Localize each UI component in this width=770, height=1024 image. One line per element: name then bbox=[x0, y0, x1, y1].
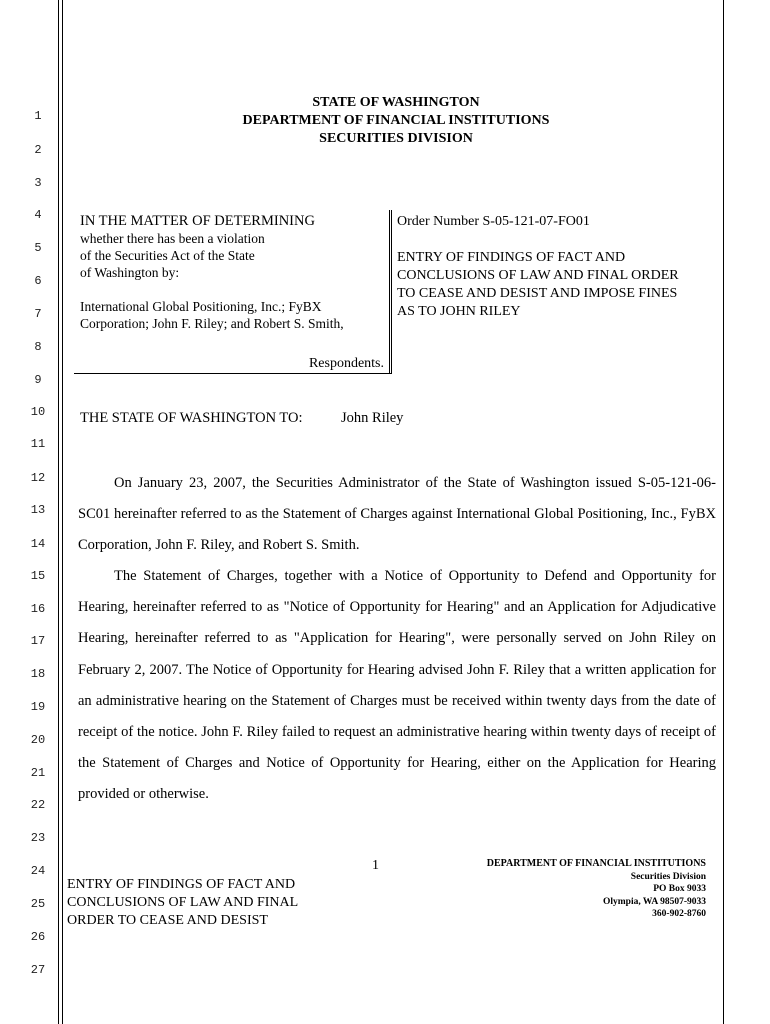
footer-division: Securities Division bbox=[630, 871, 706, 882]
order-title-line: TO CEASE AND DESIST AND IMPOSE FINES bbox=[397, 286, 678, 301]
matter-title: IN THE MATTER OF DETERMINING bbox=[80, 213, 315, 229]
line-number: 5 bbox=[34, 241, 42, 255]
order-title-line: AS TO JOHN RILEY bbox=[397, 304, 521, 319]
footer-city: Olympia, WA 98507-9033 bbox=[602, 896, 706, 907]
header-state: STATE OF WASHINGTON bbox=[312, 95, 480, 110]
respondents-label: Respondents. bbox=[308, 356, 384, 371]
addressee-name: John Riley bbox=[341, 410, 404, 426]
order-title-line: CONCLUSIONS OF LAW AND FINAL ORDER bbox=[397, 268, 679, 283]
line-number: 14 bbox=[30, 537, 46, 551]
line-number: 15 bbox=[30, 569, 46, 583]
line-number: 16 bbox=[30, 602, 46, 616]
paragraph-1: On January 23, 2007, the Securities Administrator of the State of Washington issued S-05-121-06-SC01 hereinafter referred to as the Statement of Charges against International Global Positioning, Inc., FyBX Corporation, John F. Riley, and Robert S. Smith. bbox=[78, 475, 716, 554]
line-number: 8 bbox=[34, 340, 42, 354]
order-title-line: ENTRY OF FINDINGS OF FACT AND bbox=[397, 250, 626, 265]
order-number: Order Number S-05-121-07-FO01 bbox=[397, 214, 590, 229]
right-margin-rule bbox=[723, 0, 724, 1024]
footer-agency-address bbox=[440, 858, 706, 921]
caption-matter bbox=[80, 213, 385, 332]
caption-order bbox=[397, 213, 717, 321]
line-number: 17 bbox=[30, 634, 46, 648]
line-number: 7 bbox=[34, 307, 42, 321]
body-text bbox=[78, 468, 716, 810]
line-number: 22 bbox=[30, 798, 46, 812]
line-number: 4 bbox=[34, 208, 42, 222]
line-number: 11 bbox=[30, 437, 46, 451]
left-margin-rule-outer bbox=[58, 0, 59, 1024]
footer-document-title bbox=[67, 876, 367, 930]
line-number: 6 bbox=[34, 274, 42, 288]
line-number: 25 bbox=[30, 897, 46, 911]
line-number: 12 bbox=[30, 471, 46, 485]
footer-phone: 360-902-8760 bbox=[652, 909, 706, 919]
header-department: DEPARTMENT OF FINANCIAL INSTITUTIONS bbox=[242, 113, 550, 128]
footer-title-line: ORDER TO CEASE AND DESIST bbox=[67, 913, 268, 928]
caption-divider-vertical bbox=[389, 210, 390, 374]
line-number: 1 bbox=[34, 109, 42, 123]
line-number: 20 bbox=[30, 733, 46, 747]
line-number: 13 bbox=[30, 503, 46, 517]
header-division: SECURITIES DIVISION bbox=[319, 131, 473, 146]
respondent-names-line: Corporation; John F. Riley; and Robert S. Smith, bbox=[80, 316, 344, 331]
footer-dept: DEPARTMENT OF FINANCIAL INSTITUTIONS bbox=[486, 858, 706, 869]
line-number: 21 bbox=[30, 766, 46, 780]
line-number: 3 bbox=[34, 176, 42, 190]
line-number: 9 bbox=[34, 373, 42, 387]
matter-line: of the Securities Act of the State bbox=[80, 248, 255, 263]
footer-po-box: PO Box 9033 bbox=[653, 884, 706, 894]
left-margin-rule-inner bbox=[62, 0, 63, 1024]
line-number: 19 bbox=[30, 700, 46, 714]
matter-line: whether there has been a violation bbox=[80, 231, 265, 246]
matter-line: of Washington by: bbox=[80, 265, 180, 280]
footer-title-line: ENTRY OF FINDINGS OF FACT AND bbox=[67, 877, 296, 892]
addressee-label: THE STATE OF WASHINGTON TO: bbox=[80, 410, 303, 426]
line-number: 2 bbox=[34, 143, 42, 157]
line-number: 23 bbox=[30, 831, 46, 845]
paragraph-2: The Statement of Charges, together with a Notice of Opportunity to Defend and Opportunity for Hearing, hereinafter referred to as "Notice of Opportunity for Hearing" and an Application for Adjudicative Hearing, hereinafter referred to as "Application for Hearing", were personally served on John Riley on February 2, 2007. The Notice of Opportunity for Hearing advised John F. Riley that a written application for an administrative hearing on the Statement of Charges must be received within twenty days from the date of receipt of the notice. John F. Riley failed to request an administrative hearing within twenty days of receipt of the Statement of Charges and Notice of Opportunity for Hearing, either on the Application for Hearing provided or otherwise. bbox=[78, 568, 716, 802]
line-number: 10 bbox=[30, 405, 46, 419]
line-number: 18 bbox=[30, 667, 46, 681]
line-number: 24 bbox=[30, 864, 46, 878]
line-number: 27 bbox=[30, 963, 46, 977]
respondent-names-line: International Global Positioning, Inc.; FyBX bbox=[80, 299, 322, 314]
line-number: 26 bbox=[30, 930, 46, 944]
caption-divider-vertical-2 bbox=[391, 210, 392, 374]
footer-title-line: CONCLUSIONS OF LAW AND FINAL bbox=[67, 895, 299, 910]
caption-bottom-rule bbox=[74, 373, 392, 374]
page-number: 1 bbox=[372, 858, 379, 873]
